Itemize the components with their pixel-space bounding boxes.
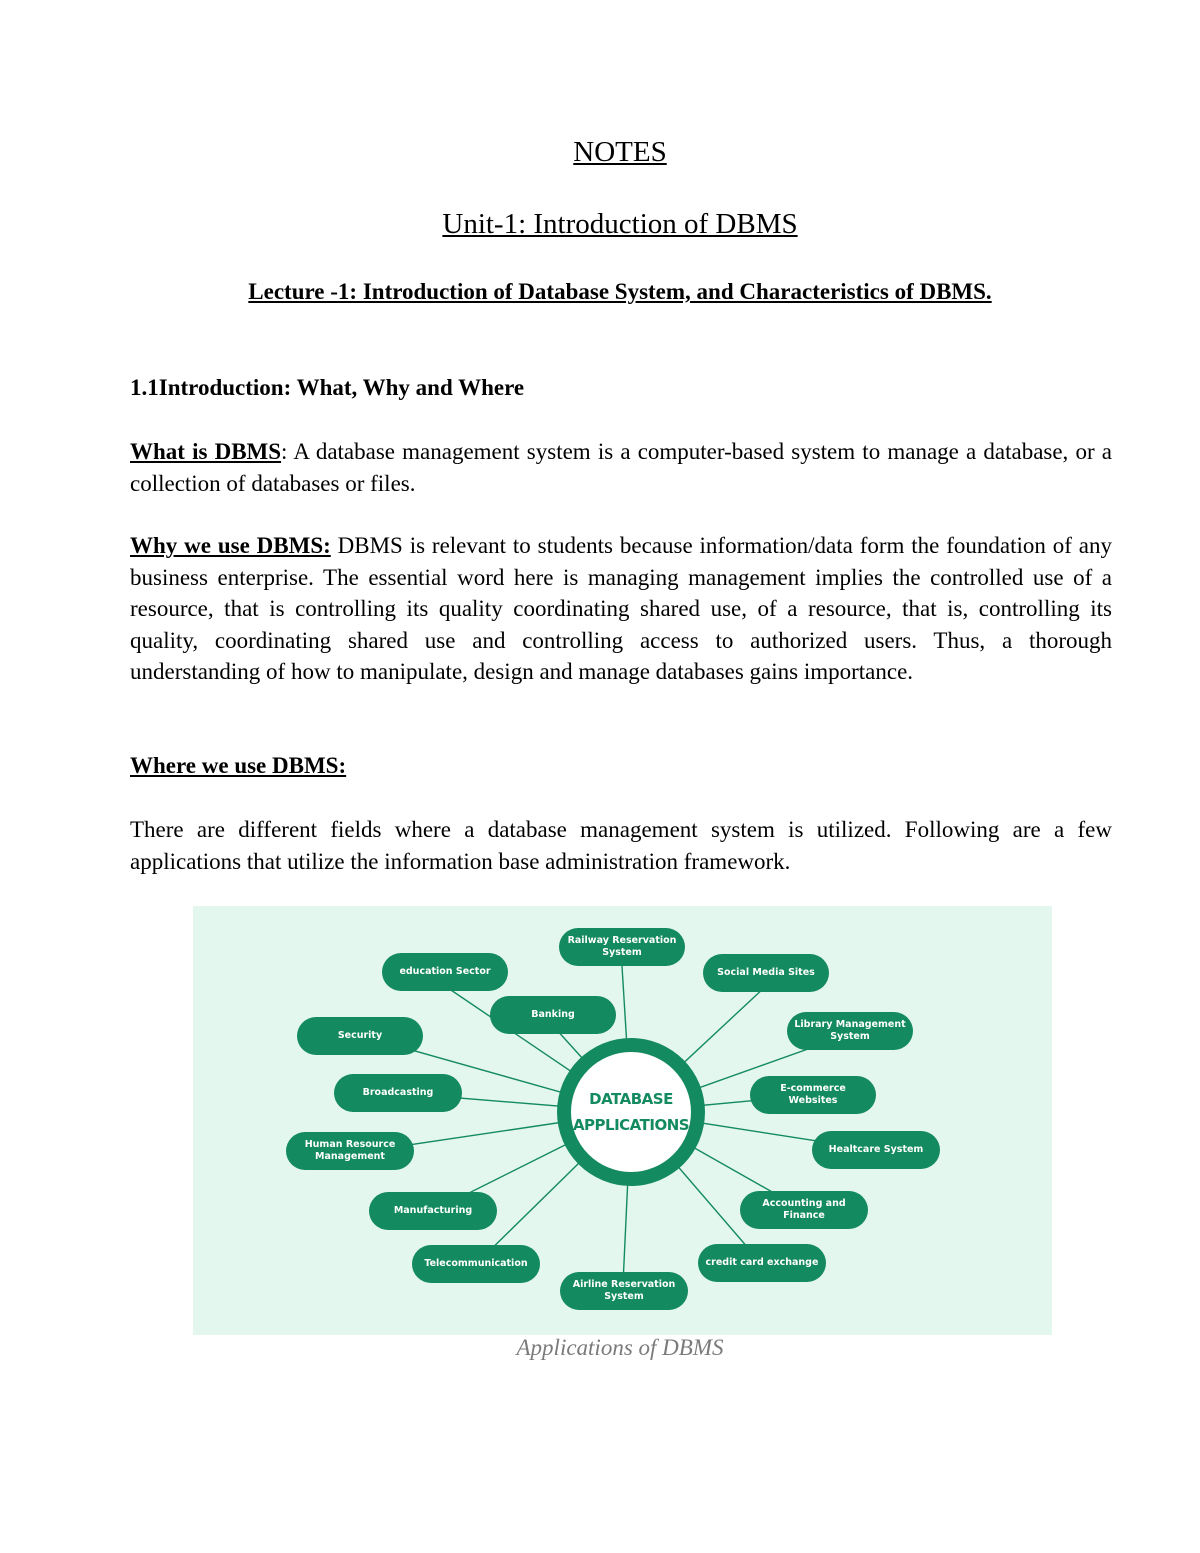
hub-line-applications: APPLICATIONS	[572, 1116, 690, 1134]
figure-caption: Applications of DBMS	[516, 1335, 724, 1360]
where-label: Where we use DBMS:	[130, 753, 347, 778]
why-paragraph	[130, 530, 1112, 688]
unit-heading: Unit-1: Introduction of DBMS	[442, 208, 798, 240]
pill-broadcasting: Broadcasting	[334, 1074, 462, 1112]
pill-banking: Banking	[490, 996, 616, 1034]
pill-library-management: Library Management System	[787, 1012, 913, 1050]
database-applications-hub	[557, 1038, 705, 1186]
why-text: DBMS is relevant to students because information/data form the foundation of any business enterprise. The essential word here is managing management implies the controlled use of a resource, that is controlling its quality coordinating shared use, of a resource, that is, controlling its quality, coordinating shared use and controlling access to authorized users. Thus, a thorough understanding of how to manipulate, design and manage databases gains importance.	[130, 533, 1112, 684]
where-heading	[130, 750, 1112, 782]
why-label: Why we use DBMS:	[130, 533, 331, 558]
notes-title: NOTES	[573, 136, 667, 168]
where-paragraph: There are different fields where a database management system is utilized. Following are a few applications that utilize the information base administration framework.	[130, 817, 1112, 874]
pill-credit-card-exchange: credit card exchange	[698, 1244, 826, 1282]
hub-line-database: DATABASE	[589, 1090, 673, 1108]
pill-accounting-finance: Accounting and Finance	[740, 1191, 868, 1229]
pill-human-resource: Human Resource Management	[286, 1132, 414, 1170]
pill-education-sector: education Sector	[382, 953, 508, 991]
hub-label	[571, 1052, 691, 1172]
what-text: : A database management system is a computer-based system to manage a database, or a collection of databases or files.	[130, 439, 1112, 496]
lecture-heading: Lecture -1: Introduction of Database System, and Characteristics of DBMS.	[248, 279, 992, 304]
pill-healthcare: Healtcare System	[812, 1131, 940, 1169]
pill-ecommerce: E-commerce Websites	[750, 1076, 876, 1114]
pill-airline-reservation: Airline Reservation System	[560, 1272, 688, 1310]
pill-railway-reservation: Railway Reservation System	[559, 928, 685, 966]
section-heading: 1.1Introduction: What, Why and Where	[130, 375, 525, 400]
what-paragraph	[130, 436, 1112, 499]
pill-security: Security	[297, 1017, 423, 1055]
dbms-applications-diagram	[193, 906, 1052, 1335]
pill-manufacturing: Manufacturing	[369, 1192, 497, 1230]
pill-social-media: Social Media Sites	[703, 954, 829, 992]
pill-telecommunication: Telecommunication	[412, 1245, 540, 1283]
what-label: What is DBMS	[130, 439, 282, 464]
